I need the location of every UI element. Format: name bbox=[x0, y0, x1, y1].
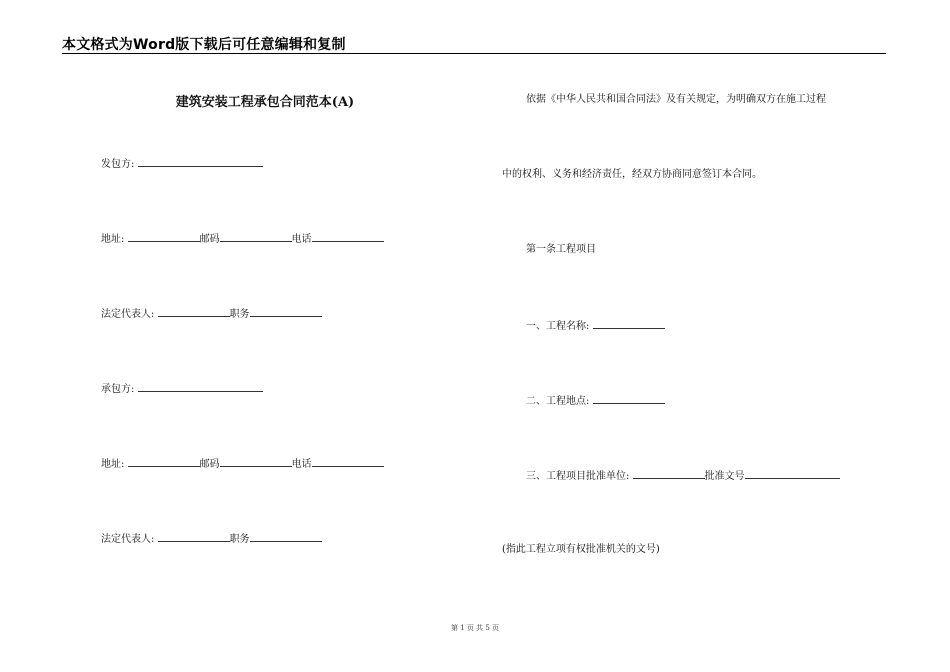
employer-postcode-label: 邮码 bbox=[199, 234, 220, 245]
article1-heading: 第一条工程项目 bbox=[526, 244, 596, 255]
employer-postcode-blank[interactable] bbox=[220, 231, 292, 242]
contractor-postcode-label: 邮码 bbox=[199, 459, 220, 470]
intro-line-2: 中的权利、义务和经济责任，经双方协商同意签订本合同。 bbox=[502, 169, 762, 180]
contractor-label: 承包方: bbox=[101, 384, 135, 395]
contractor-phone-blank[interactable] bbox=[312, 456, 384, 467]
item3-line bbox=[526, 468, 840, 484]
employer-blank[interactable] bbox=[138, 156, 263, 167]
item1-line bbox=[526, 318, 665, 334]
contractor-blank[interactable] bbox=[138, 381, 263, 392]
document-header: 本文格式为Word版下载后可任意编辑和复制 bbox=[62, 37, 346, 53]
intro-line-1: 依据《中华人民共和国合同法》及有关规定，为明确双方在施工过程 bbox=[526, 94, 826, 105]
employer-phone-blank[interactable] bbox=[312, 231, 384, 242]
contractor-position-blank[interactable] bbox=[250, 531, 322, 542]
item2-label: 二、工程地点: bbox=[526, 396, 590, 407]
project-name-blank[interactable] bbox=[593, 318, 665, 329]
contractor-postcode-blank[interactable] bbox=[220, 456, 292, 467]
header-divider bbox=[62, 53, 886, 54]
approval-note: (指此工程立项有权批准机关的文号) bbox=[502, 544, 660, 555]
approval-number-label: 批准文号 bbox=[704, 471, 745, 482]
contractor-phone-label: 电话 bbox=[291, 459, 312, 470]
contractor-address-line bbox=[101, 456, 384, 472]
employer-position-blank[interactable] bbox=[250, 306, 322, 317]
employer-address-line bbox=[101, 231, 384, 247]
contractor-address-label: 地址: bbox=[101, 459, 125, 470]
approval-unit-blank[interactable] bbox=[633, 468, 705, 479]
employer-rep-label: 法定代表人: bbox=[101, 309, 155, 320]
contractor-rep-line bbox=[101, 531, 322, 547]
employer-rep-line bbox=[101, 306, 322, 322]
employer-label: 发包方: bbox=[101, 159, 135, 170]
employer-rep-blank[interactable] bbox=[158, 306, 230, 317]
item3-label: 三、工程项目批准单位: bbox=[526, 471, 630, 482]
approval-number-blank[interactable] bbox=[745, 468, 840, 479]
contractor-position-label: 职务 bbox=[229, 534, 250, 545]
employer-phone-label: 电话 bbox=[291, 234, 312, 245]
item2-line bbox=[526, 393, 665, 409]
employer-address-blank[interactable] bbox=[128, 231, 200, 242]
page-number: 第 1 页 共 5 页 bbox=[450, 624, 500, 632]
employer-address-label: 地址: bbox=[101, 234, 125, 245]
employer-position-label: 职务 bbox=[229, 309, 250, 320]
contractor-rep-label: 法定代表人: bbox=[101, 534, 155, 545]
item1-label: 一、工程名称: bbox=[526, 321, 590, 332]
contractor-line bbox=[101, 381, 263, 397]
contractor-rep-blank[interactable] bbox=[158, 531, 230, 542]
employer-line bbox=[101, 156, 263, 172]
project-location-blank[interactable] bbox=[593, 393, 665, 404]
document-title: 建筑安装工程承包合同范本(A) bbox=[175, 95, 355, 110]
contractor-address-blank[interactable] bbox=[128, 456, 200, 467]
